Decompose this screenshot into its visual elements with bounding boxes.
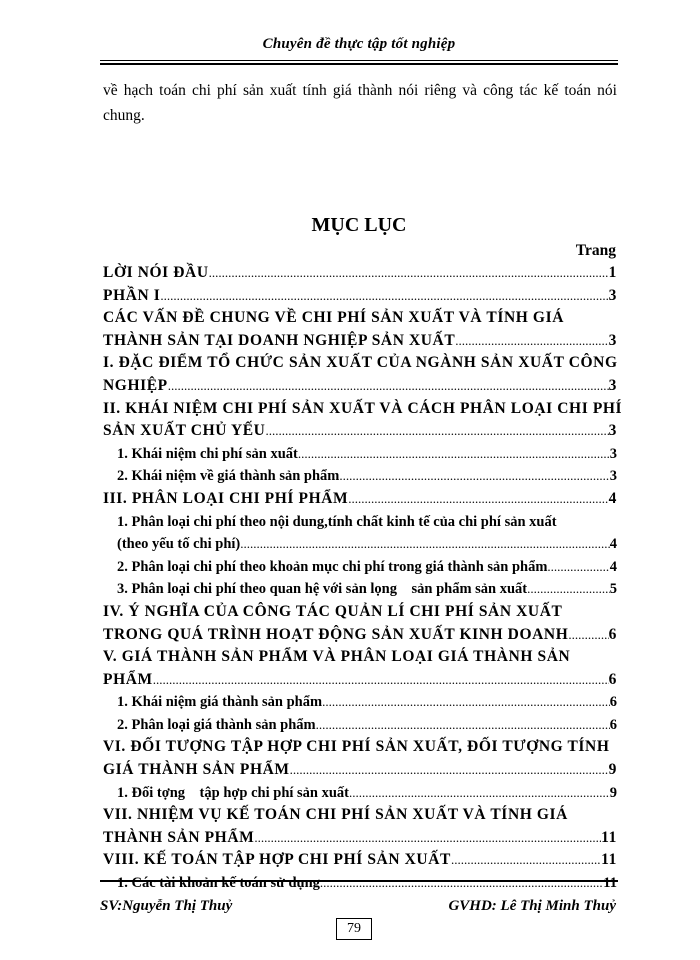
toc-entry-text: (theo yếu tố chi phí) [117,536,241,553]
toc-entry-page: 6 [609,716,617,733]
toc-entry-section-iii[interactable] [103,488,617,511]
toc-entry-text: NGHIỆP [103,376,168,394]
toc-entry-text: PHẨM [103,670,153,688]
toc-entry-text: PHẦN I [103,286,161,304]
toc-title: MỤC LỤC [311,214,407,236]
toc-entry-text: 1. Đối tợng tập hợp chi phí sản xuất [117,784,350,801]
toc-entry-phan-i[interactable] [103,285,617,308]
table-of-contents [103,262,623,895]
footer-advisor-name: GVHD: Lê Thị Minh Thuỷ [448,898,616,914]
toc-entry-page: 4 [609,536,617,553]
toc-entry-loi-noi-dau[interactable] [103,262,617,285]
toc-entry-ii-2[interactable] [103,465,617,488]
toc-entry-page: 3 [609,468,617,485]
toc-entry-text: GIÁ THÀNH SẢN PHẨM [103,761,290,779]
toc-entry-page: 4 [608,489,617,507]
toc-entry-section-v[interactable] [103,646,617,691]
toc-entry-iii-3[interactable] [103,578,617,601]
toc-entry-page: 4 [609,558,617,575]
toc-entry-text: 1. Khái niệm chi phí sản xuất [117,445,298,462]
toc-entry-text: III. PHÂN LOẠI CHI PHÍ PHẨM [103,489,349,507]
toc-entry-text: SẢN XUẤT CHỦ YẾU [103,422,266,440]
toc-entry-viii-1[interactable] [103,872,617,895]
toc-entry-section-viii[interactable] [103,849,617,872]
toc-page-column-header: Trang [575,242,616,259]
toc-entry-text: LỜI NÓI ĐẦU [103,264,209,281]
toc-entry-text: THÀNH SẢN TẠI DOANH NGHIỆP SẢN XUẤT [103,331,456,349]
toc-entry-page: 11 [603,875,617,892]
toc-entry-page: 9 [608,761,617,779]
toc-entry-text-line1: V. GIÁ THÀNH SẢN PHẨM VÀ PHÂN LOẠI GIÁ THÀNH SẢN [103,648,571,666]
toc-entry-text: THÀNH SẢN PHẨM [103,828,255,846]
toc-entry-page: 11 [601,828,617,846]
toc-entry-text-line1: II. KHÁI NIỆM CHI PHÍ SẢN XUẤT VÀ CÁCH PHÂN LOẠI CHI PHÍ [103,399,623,417]
toc-entry-v-1[interactable] [103,691,617,714]
toc-entry-section-vi[interactable] [103,736,617,781]
toc-entry-text-line1: VI. ĐỐI TƯỢNG TẬP HỢP CHI PHÍ SẢN XUẤT, ĐỐI TƯỢNG TÍNH [103,738,610,756]
toc-entry-text: 2. Phân loại giá thành sản phẩm [117,716,316,733]
toc-entry-text-line1: CÁC VẤN ĐỀ CHUNG VỀ CHI PHÍ SẢN XUẤT VÀ TÍNH GIÁ [103,309,564,327]
page-number: 79 [336,918,372,940]
toc-entry-page: 3 [608,331,617,349]
toc-entry-page: 6 [609,694,617,711]
footer-student-name: SV:Nguyễn Thị Thuỷ [100,898,233,914]
toc-entry-page: 11 [601,851,617,869]
toc-entry-text: 1. Khái niệm giá thành sản phẩm [117,694,323,711]
header-rule-thick [100,63,618,65]
footer-rule [100,880,618,882]
toc-entry-text: 2. Phân loại chi phí theo khoản mục chi phí trong giá thành sản phẩm [117,558,548,575]
toc-entry-section-iv[interactable] [103,601,617,646]
toc-entry-section-ii[interactable] [103,398,623,443]
toc-entry-iii-1[interactable] [103,511,617,556]
toc-entry-ii-1[interactable] [103,443,617,466]
page-header-title: Chuyên đề thực tập tốt nghiệp [262,36,456,52]
toc-entry-page: 3 [608,422,617,440]
toc-entry-section-i[interactable] [103,352,617,397]
toc-entry-text-line1: IV. Ý NGHĨA CỦA CÔNG TÁC QUẢN LÍ CHI PHÍ SẢN XUẤT [103,602,563,620]
toc-entry-text: TRONG QUÁ TRÌNH HOẠT ĐỘNG SẢN XUẤT KINH DOANH [103,625,569,643]
intro-paragraph: về hạch toán chi phí sản xuất tính giá thành nói riêng và công tác kế toán nói chung. [103,82,617,124]
toc-entry-iii-2[interactable] [103,556,617,579]
toc-entry-text: 3. Phân loại chi phí theo quan hệ với sản lọng sản phẩm sản xuất [117,581,528,598]
toc-entry-page: 6 [608,670,617,688]
toc-entry-page: 3 [608,376,617,394]
toc-entry-vi-1[interactable] [103,782,617,805]
toc-entry-text: 2. Khái niệm về giá thành sản phẩm [117,468,340,485]
toc-entry-page: 6 [608,625,617,643]
toc-entry-v-2[interactable] [103,714,617,737]
toc-entry-section-vii[interactable] [103,804,617,849]
toc-entry-page: 5 [609,581,617,598]
toc-entry-page: 3 [608,286,617,304]
toc-entry-text-line1: VII. NHIỆM VỤ KẾ TOÁN CHI PHÍ SẢN XUẤT VÀ TÍNH GIÁ [103,806,568,824]
toc-entry-text: VIII. KẾ TOÁN TẬP HỢP CHI PHÍ SẢN XUẤT [103,851,451,869]
toc-entry-text-line1: 1. Phân loại chi phí theo nội dung,tính chất kinh tế của chi phí sản xuất [117,513,557,530]
header-rule-thin [100,60,618,61]
toc-entry-cac-van-de-chung[interactable] [103,307,617,352]
toc-entry-page: 1 [608,264,617,281]
toc-entry-page: 9 [609,784,617,801]
toc-entry-page: 3 [609,445,617,462]
toc-entry-text-line1: I. ĐẶC ĐIỂM TỔ CHỨC SẢN XUẤT CỦA NGÀNH SẢN XUẤT CÔNG [103,354,618,372]
toc-entry-text: 1. Các tài khoản kế toán sử dụng [117,875,320,892]
